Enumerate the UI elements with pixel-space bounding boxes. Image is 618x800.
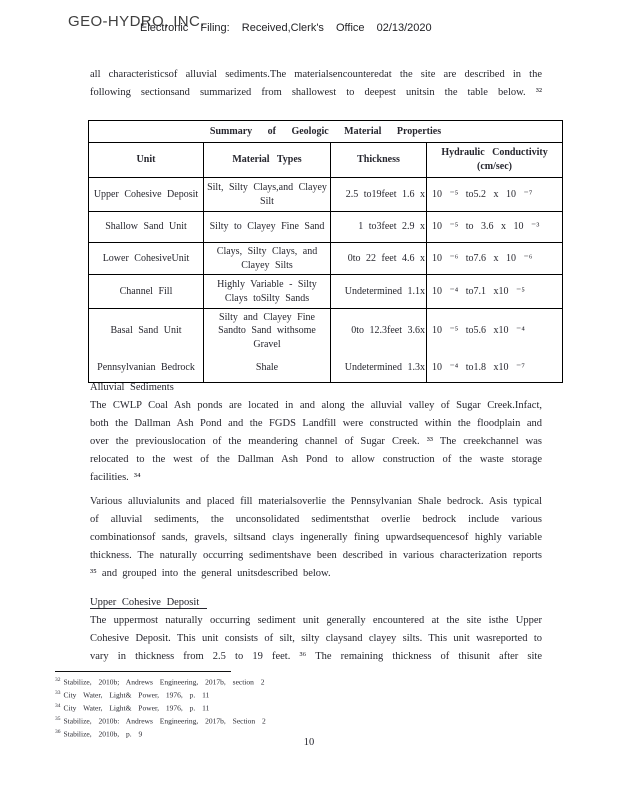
geologic-properties-table: [88, 120, 563, 383]
various-units-paragraph: Various alluvialunits and placed fill materialsoverlie the Pennsylvanian Shale bedrock. Asis typical of alluvial sediments, the unconsolidated sedimentsthat overlie bedrock include various combinationsof sands, gravels, siltsand clays ingenerally fining upwardsequencesof highly variable thickness. The naturally occurring sedimentshave been described in various characterization reports ³⁵ and grouped into the general unitsdescribed below.: [90, 496, 542, 579]
footnote: $^{33}$ City Water, Light& Power, 1976, p. 11: [55, 690, 210, 700]
thickness-cell: 0to 22 feet 4.6 x: [331, 243, 427, 275]
material-cell: Silty and Clayey Fine Sandto Sand withsome Gravel: [204, 309, 331, 353]
column-header-thickness: Thickness: [331, 143, 427, 178]
unit-cell: Upper Cohesive Deposit: [89, 178, 204, 212]
efiling-stamp: Electronic Filing: Received,Clerk's Office 02/13/2020: [140, 22, 432, 34]
thickness-cell: 0to 12.3feet 3.6x: [331, 309, 427, 353]
footnotes-block: [55, 675, 475, 740]
thickness-cell: Undetermined 1.3x: [331, 353, 427, 383]
thickness-cell: 2.5 to19feet 1.6 x: [331, 178, 427, 212]
conductivity-cell: 10 ⁻⁴ to1.8 x10 ⁻⁷: [427, 353, 563, 383]
material-cell: Silt, Silty Clays,and Clayey Silt: [204, 178, 331, 212]
table-row: [89, 309, 563, 353]
page-number: 10: [303, 737, 315, 748]
column-header-material: Material Types: [204, 143, 331, 178]
unit-cell: Channel Fill: [89, 275, 204, 309]
section-heading-upper-cohesive-deposit: Upper Cohesive Deposit: [90, 597, 207, 608]
material-cell: Clays, Silty Clays, and Clayey Silts: [204, 243, 331, 275]
conductivity-cell: 10 ⁻⁶ to7.6 x 10 ⁻⁶: [427, 243, 563, 275]
footnote: $^{36}$ Stabilize, 2010b, p. 9: [55, 729, 143, 739]
table-row: [89, 178, 563, 212]
table-row: [89, 353, 563, 383]
conductivity-cell: 10 ⁻⁴ to7.1 x10 ⁻⁵: [427, 275, 563, 309]
material-cell: Silty to Clayey Fine Sand: [204, 212, 331, 243]
intro-paragraph: all characteristicsof alluvial sediments.The materialsencounteredat the site are described in the following sectionsand summarized from shallowest to deepest unitsin the table below. ³²: [90, 69, 542, 98]
footnote: $^{34}$ City Water, Light& Power, 1976, p. 11: [55, 703, 210, 713]
letterhead-logo: GEO-HYDRO, INC.: [68, 13, 205, 30]
thickness-cell: 1 to3feet 2.9 x: [331, 212, 427, 243]
unit-cell: Basal Sand Unit: [89, 309, 204, 353]
thickness-cell: Undetermined 1.1x: [331, 275, 427, 309]
conductivity-cell: 10 ⁻⁵ to 3.6 x 10 ⁻³: [427, 212, 563, 243]
unit-cell: Pennsylvanian Bedrock: [89, 353, 204, 383]
table-title: Summary of Geologic Material Properties: [89, 121, 563, 143]
footnote-separator: [55, 671, 231, 672]
column-header-conductivity: Hydraulic Conductivity (cm/sec): [427, 143, 563, 178]
alluvial-paragraph: The CWLP Coal Ash ponds are located in and along the alluvial valley of Sugar Creek.Infact, both the Dallman Ash Pond and the FGDS Landfill were constructed within the floodplain and over the previouslocation of the meandering channel of Sugar Creek. ³³ The creekchannel was relocated to the west of the Dallman Ash Pond to allow construction of the waste storage facilities. ³⁴: [90, 400, 542, 483]
column-header-unit: Unit: [89, 143, 204, 178]
upper-cohesive-paragraph: The uppermost naturally occurring sediment unit generally encountered at the site isthe Upper Cohesive Deposit. This unit consists of silt, silty claysand clayey silts. This unit wasreported to vary in thickness from 2.5 to 19 feet. ³⁶ The remaining thickness of thisunit after site: [90, 615, 542, 662]
unit-cell: Shallow Sand Unit: [89, 212, 204, 243]
material-cell: Shale: [204, 353, 331, 383]
footnote: $^{32}$ Stabilize, 2010b; Andrews Engineering, 2017b, section 2: [55, 677, 265, 687]
table-row: [89, 243, 563, 275]
conductivity-cell: 10 ⁻⁵ to5.6 x10 ⁻⁴: [427, 309, 563, 353]
table-row: [89, 212, 563, 243]
unit-cell: Lower CohesiveUnit: [89, 243, 204, 275]
table-title-row: [89, 121, 563, 143]
conductivity-cell: 10 ⁻⁵ to5.2 x 10 ⁻⁷: [427, 178, 563, 212]
material-cell: Highly Variable - Silty Clays toSilty Sands: [204, 275, 331, 309]
table-row: [89, 275, 563, 309]
section-heading-alluvial-sediments: Alluvial Sediments: [90, 382, 174, 393]
table-header-row: [89, 143, 563, 178]
footnote: $^{35}$ Stabilize, 2010b: Andrews Engineering, 2017b, Section 2: [55, 716, 266, 726]
